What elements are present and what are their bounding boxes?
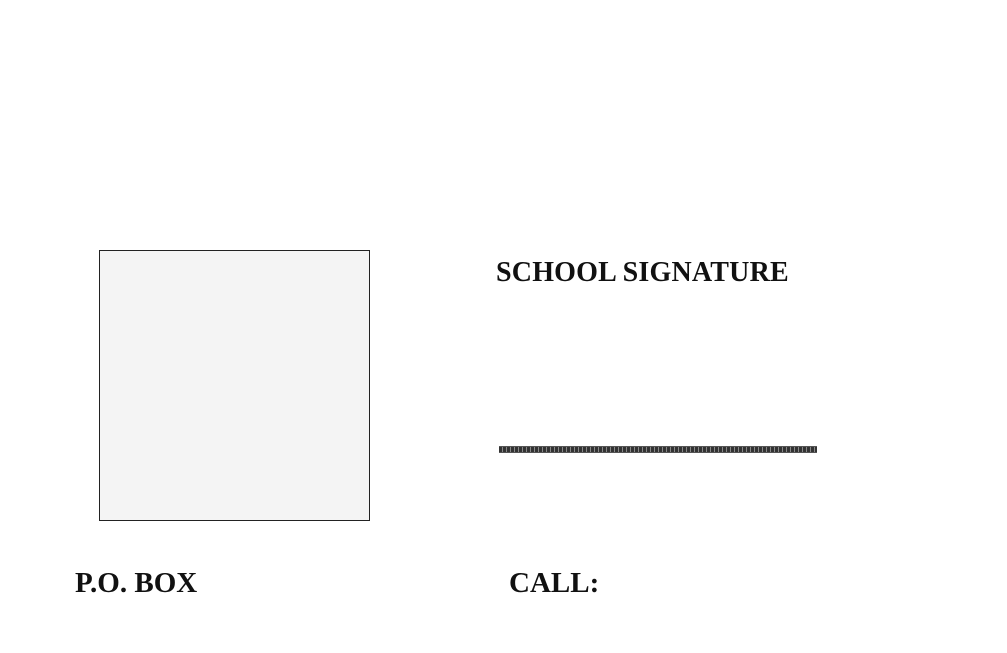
po-box-label: P.O. BOX — [75, 567, 198, 599]
photo-placeholder — [99, 250, 370, 521]
signature-line — [499, 446, 817, 453]
school-signature-heading: SCHOOL SIGNATURE — [496, 257, 789, 288]
call-label: CALL: — [509, 567, 600, 599]
